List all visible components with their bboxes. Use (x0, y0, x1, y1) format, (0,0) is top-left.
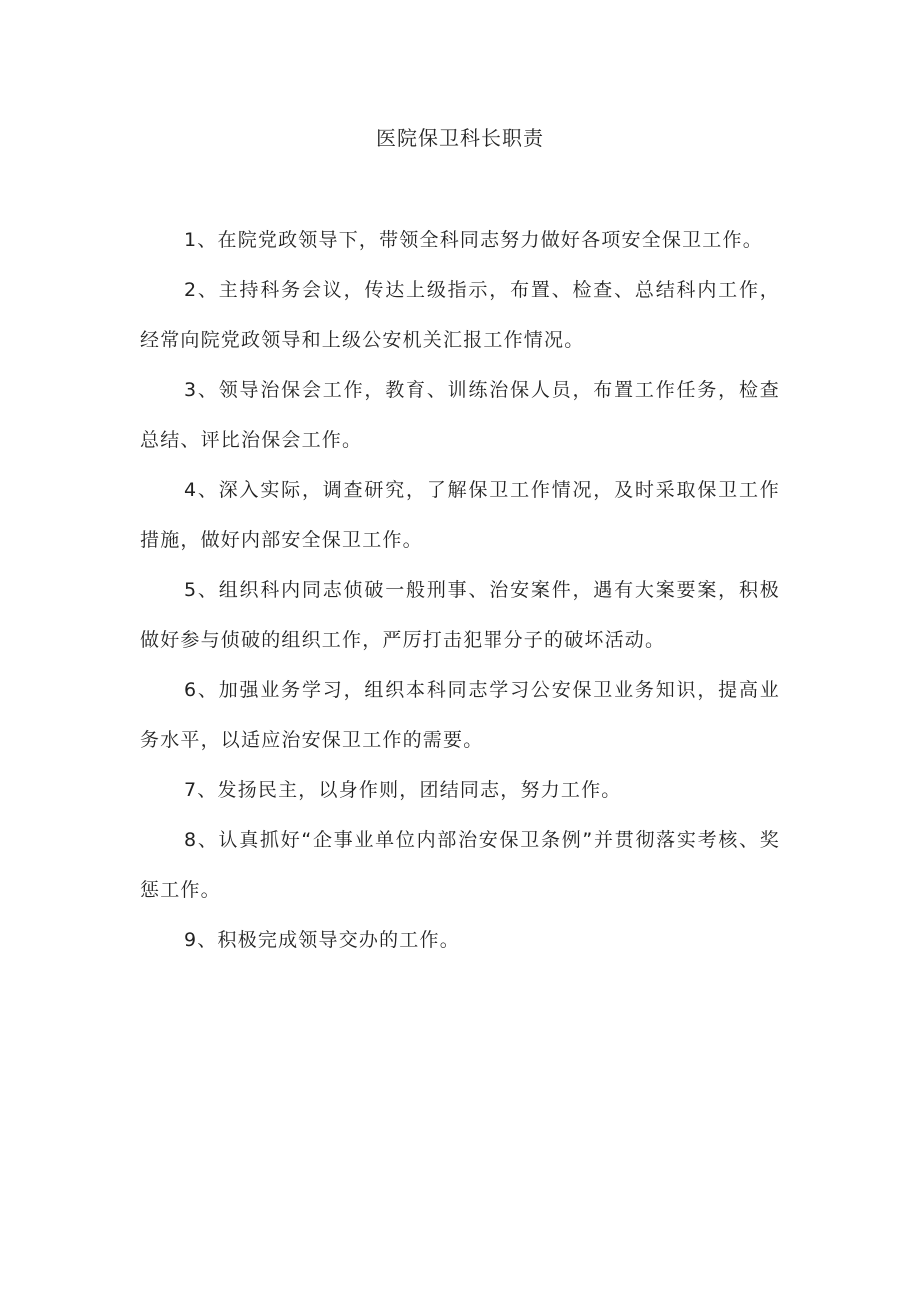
duty-item-8: 8、认真抓好“企事业单位内部治安保卫条例”并贯彻落实考核、奖惩工作。 (140, 829, 780, 901)
duty-item-6: 6、加强业务学习，组织本科同志学习公安保卫业务知识，提高业务水平，以适应治安保卫工作的需要。 (140, 679, 780, 751)
duty-item-5: 5、组织科内同志侦破一般刑事、治安案件，遇有大案要案，积极做好参与侦破的组织工作，严厉打击犯罪分子的破坏活动。 (140, 579, 780, 651)
document-title: 医院保卫科长职责 (376, 126, 544, 150)
duty-item-2: 2、主持科务会议，传达上级指示，布置、检查、总结科内工作，经常向院党政领导和上级公安机关汇报工作情况。 (140, 279, 780, 351)
duty-item-4: 4、深入实际，调查研究，了解保卫工作情况，及时采取保卫工作措施，做好内部安全保卫工作。 (140, 479, 780, 551)
duty-item-3: 3、领导治保会工作，教育、训练治保人员，布置工作任务，检查总结、评比治保会工作。 (140, 379, 780, 451)
duty-item-9: 9、积极完成领导交办的工作。 (184, 929, 460, 951)
duty-item-1: 1、在院党政领导下，带领全科同志努力做好各项安全保卫工作。 (184, 229, 763, 251)
duty-item-7: 7、发扬民主，以身作则，团结同志，努力工作。 (184, 779, 622, 801)
duty-list (140, 215, 780, 965)
